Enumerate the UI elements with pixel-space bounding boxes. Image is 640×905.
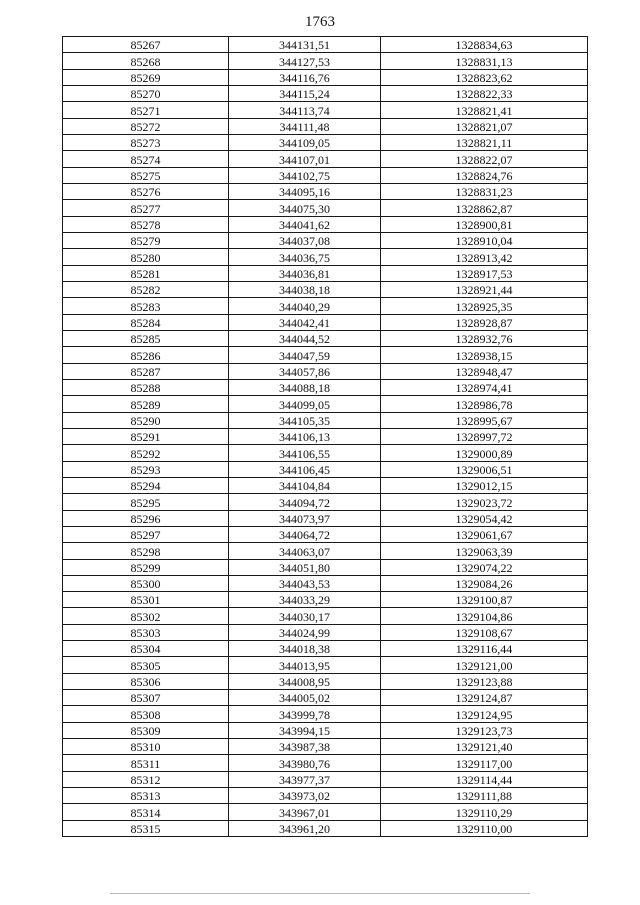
table-row bbox=[63, 396, 588, 412]
y-coordinate-cell: 1328821,11 bbox=[381, 134, 588, 150]
x-coordinate-cell: 344073,97 bbox=[229, 510, 381, 526]
y-coordinate-cell: 1329111,88 bbox=[381, 788, 588, 804]
y-coordinate-cell: 1328821,07 bbox=[381, 118, 588, 134]
table-row bbox=[63, 37, 588, 53]
point-number-cell: 85294 bbox=[63, 477, 229, 493]
x-coordinate-cell: 344033,29 bbox=[229, 592, 381, 608]
y-coordinate-cell: 1328997,72 bbox=[381, 428, 588, 444]
table-row bbox=[63, 102, 588, 118]
y-coordinate-cell: 1328831,23 bbox=[381, 183, 588, 199]
table-row bbox=[63, 575, 588, 591]
y-coordinate-cell: 1329023,72 bbox=[381, 494, 588, 510]
x-coordinate-cell: 343980,76 bbox=[229, 755, 381, 771]
point-number-cell: 85315 bbox=[63, 820, 229, 836]
point-number-cell: 85295 bbox=[63, 494, 229, 510]
table-row bbox=[63, 624, 588, 640]
point-number-cell: 85312 bbox=[63, 771, 229, 787]
point-number-cell: 85274 bbox=[63, 151, 229, 167]
x-coordinate-cell: 344063,07 bbox=[229, 543, 381, 559]
point-number-cell: 85291 bbox=[63, 428, 229, 444]
x-coordinate-cell: 344037,08 bbox=[229, 232, 381, 248]
x-coordinate-cell: 344106,13 bbox=[229, 428, 381, 444]
table-row bbox=[63, 151, 588, 167]
x-coordinate-cell: 344099,05 bbox=[229, 396, 381, 412]
y-coordinate-cell: 1329124,95 bbox=[381, 706, 588, 722]
x-coordinate-cell: 344111,48 bbox=[229, 118, 381, 134]
x-coordinate-cell: 343999,78 bbox=[229, 706, 381, 722]
y-coordinate-cell: 1328913,42 bbox=[381, 249, 588, 265]
y-coordinate-cell: 1328986,78 bbox=[381, 396, 588, 412]
x-coordinate-cell: 344094,72 bbox=[229, 494, 381, 510]
point-number-cell: 85286 bbox=[63, 347, 229, 363]
point-number-cell: 85273 bbox=[63, 134, 229, 150]
y-coordinate-cell: 1329123,73 bbox=[381, 722, 588, 738]
y-coordinate-cell: 1328824,76 bbox=[381, 167, 588, 183]
y-coordinate-cell: 1329000,89 bbox=[381, 445, 588, 461]
x-coordinate-cell: 344047,59 bbox=[229, 347, 381, 363]
x-coordinate-cell: 344042,41 bbox=[229, 314, 381, 330]
point-number-cell: 85310 bbox=[63, 739, 229, 755]
x-coordinate-cell: 344008,95 bbox=[229, 673, 381, 689]
table-row bbox=[63, 330, 588, 346]
y-coordinate-cell: 1329121,00 bbox=[381, 657, 588, 673]
x-coordinate-cell: 344104,84 bbox=[229, 477, 381, 493]
table-row bbox=[63, 134, 588, 150]
y-coordinate-cell: 1328928,87 bbox=[381, 314, 588, 330]
table-row bbox=[63, 739, 588, 755]
y-coordinate-cell: 1329110,29 bbox=[381, 804, 588, 820]
x-coordinate-cell: 344036,81 bbox=[229, 265, 381, 281]
point-number-cell: 85299 bbox=[63, 559, 229, 575]
table-row bbox=[63, 69, 588, 85]
table-row bbox=[63, 706, 588, 722]
table-row bbox=[63, 494, 588, 510]
y-coordinate-cell: 1328822,33 bbox=[381, 85, 588, 101]
y-coordinate-cell: 1329108,67 bbox=[381, 624, 588, 640]
point-number-cell: 85280 bbox=[63, 249, 229, 265]
x-coordinate-cell: 344044,52 bbox=[229, 330, 381, 346]
point-number-cell: 85298 bbox=[63, 543, 229, 559]
y-coordinate-cell: 1328823,62 bbox=[381, 69, 588, 85]
table-row bbox=[63, 232, 588, 248]
y-coordinate-cell: 1328831,13 bbox=[381, 53, 588, 69]
table-row bbox=[63, 804, 588, 820]
point-number-cell: 85272 bbox=[63, 118, 229, 134]
table-row bbox=[63, 249, 588, 265]
table-row bbox=[63, 673, 588, 689]
point-number-cell: 85278 bbox=[63, 216, 229, 232]
y-coordinate-cell: 1328862,87 bbox=[381, 200, 588, 216]
x-coordinate-cell: 344036,75 bbox=[229, 249, 381, 265]
y-coordinate-cell: 1328821,41 bbox=[381, 102, 588, 118]
table-row bbox=[63, 641, 588, 657]
table-row bbox=[63, 543, 588, 559]
x-coordinate-cell: 344013,95 bbox=[229, 657, 381, 673]
table-row bbox=[63, 592, 588, 608]
point-number-cell: 85268 bbox=[63, 53, 229, 69]
point-number-cell: 85305 bbox=[63, 657, 229, 673]
x-coordinate-cell: 344018,38 bbox=[229, 641, 381, 657]
point-number-cell: 85275 bbox=[63, 167, 229, 183]
x-coordinate-cell: 344040,29 bbox=[229, 298, 381, 314]
table-row bbox=[63, 788, 588, 804]
point-number-cell: 85314 bbox=[63, 804, 229, 820]
table-row bbox=[63, 183, 588, 199]
point-number-cell: 85277 bbox=[63, 200, 229, 216]
y-coordinate-cell: 1329124,87 bbox=[381, 690, 588, 706]
x-coordinate-cell: 344116,76 bbox=[229, 69, 381, 85]
y-coordinate-cell: 1329054,42 bbox=[381, 510, 588, 526]
x-coordinate-cell: 344106,45 bbox=[229, 461, 381, 477]
table-row bbox=[63, 428, 588, 444]
x-coordinate-cell: 344131,51 bbox=[229, 37, 381, 53]
y-coordinate-cell: 1328900,81 bbox=[381, 216, 588, 232]
x-coordinate-cell: 344057,86 bbox=[229, 363, 381, 379]
x-coordinate-cell: 344109,05 bbox=[229, 134, 381, 150]
x-coordinate-cell: 343977,37 bbox=[229, 771, 381, 787]
point-number-cell: 85304 bbox=[63, 641, 229, 657]
y-coordinate-cell: 1328910,04 bbox=[381, 232, 588, 248]
point-number-cell: 85313 bbox=[63, 788, 229, 804]
x-coordinate-cell: 344024,99 bbox=[229, 624, 381, 640]
x-coordinate-cell: 344127,53 bbox=[229, 53, 381, 69]
x-coordinate-cell: 344075,30 bbox=[229, 200, 381, 216]
y-coordinate-cell: 1329061,67 bbox=[381, 526, 588, 542]
y-coordinate-cell: 1329116,44 bbox=[381, 641, 588, 657]
y-coordinate-cell: 1329123,88 bbox=[381, 673, 588, 689]
table-row bbox=[63, 200, 588, 216]
y-coordinate-cell: 1329104,86 bbox=[381, 608, 588, 624]
y-coordinate-cell: 1329121,40 bbox=[381, 739, 588, 755]
x-coordinate-cell: 344043,53 bbox=[229, 575, 381, 591]
y-coordinate-cell: 1329110,00 bbox=[381, 820, 588, 836]
table-row bbox=[63, 771, 588, 787]
table-row bbox=[63, 608, 588, 624]
point-number-cell: 85293 bbox=[63, 461, 229, 477]
table-row bbox=[63, 379, 588, 395]
y-coordinate-cell: 1329117,00 bbox=[381, 755, 588, 771]
table-row bbox=[63, 118, 588, 134]
x-coordinate-cell: 344106,55 bbox=[229, 445, 381, 461]
table-row bbox=[63, 526, 588, 542]
point-number-cell: 85309 bbox=[63, 722, 229, 738]
table-row bbox=[63, 477, 588, 493]
table-row bbox=[63, 559, 588, 575]
point-number-cell: 85289 bbox=[63, 396, 229, 412]
table-row bbox=[63, 755, 588, 771]
x-coordinate-cell: 344041,62 bbox=[229, 216, 381, 232]
point-number-cell: 85308 bbox=[63, 706, 229, 722]
x-coordinate-cell: 343967,01 bbox=[229, 804, 381, 820]
point-number-cell: 85292 bbox=[63, 445, 229, 461]
y-coordinate-cell: 1328938,15 bbox=[381, 347, 588, 363]
y-coordinate-cell: 1328822,07 bbox=[381, 151, 588, 167]
x-coordinate-cell: 344038,18 bbox=[229, 281, 381, 297]
table-row bbox=[63, 347, 588, 363]
table-row bbox=[63, 298, 588, 314]
table-row bbox=[63, 657, 588, 673]
table-row bbox=[63, 53, 588, 69]
x-coordinate-cell: 344115,24 bbox=[229, 85, 381, 101]
y-coordinate-cell: 1328925,35 bbox=[381, 298, 588, 314]
table-row bbox=[63, 281, 588, 297]
page-number: 1763 bbox=[305, 14, 335, 30]
y-coordinate-cell: 1328974,41 bbox=[381, 379, 588, 395]
coordinates-table-body bbox=[63, 37, 588, 837]
point-number-cell: 85288 bbox=[63, 379, 229, 395]
y-coordinate-cell: 1328932,76 bbox=[381, 330, 588, 346]
point-number-cell: 85279 bbox=[63, 232, 229, 248]
point-number-cell: 85283 bbox=[63, 298, 229, 314]
point-number-cell: 85296 bbox=[63, 510, 229, 526]
y-coordinate-cell: 1329084,26 bbox=[381, 575, 588, 591]
x-coordinate-cell: 343973,02 bbox=[229, 788, 381, 804]
point-number-cell: 85303 bbox=[63, 624, 229, 640]
table-row bbox=[63, 510, 588, 526]
y-coordinate-cell: 1329100,87 bbox=[381, 592, 588, 608]
table-row bbox=[63, 445, 588, 461]
y-coordinate-cell: 1328917,53 bbox=[381, 265, 588, 281]
point-number-cell: 85307 bbox=[63, 690, 229, 706]
point-number-cell: 85271 bbox=[63, 102, 229, 118]
point-number-cell: 85306 bbox=[63, 673, 229, 689]
y-coordinate-cell: 1328948,47 bbox=[381, 363, 588, 379]
x-coordinate-cell: 343994,15 bbox=[229, 722, 381, 738]
table-row bbox=[63, 722, 588, 738]
table-row bbox=[63, 363, 588, 379]
x-coordinate-cell: 343961,20 bbox=[229, 820, 381, 836]
point-number-cell: 85311 bbox=[63, 755, 229, 771]
table-row bbox=[63, 216, 588, 232]
point-number-cell: 85267 bbox=[63, 37, 229, 53]
x-coordinate-cell: 344064,72 bbox=[229, 526, 381, 542]
table-row bbox=[63, 820, 588, 836]
point-number-cell: 85290 bbox=[63, 412, 229, 428]
x-coordinate-cell: 344105,35 bbox=[229, 412, 381, 428]
x-coordinate-cell: 344102,75 bbox=[229, 167, 381, 183]
x-coordinate-cell: 344051,80 bbox=[229, 559, 381, 575]
x-coordinate-cell: 344107,01 bbox=[229, 151, 381, 167]
table-row bbox=[63, 412, 588, 428]
y-coordinate-cell: 1329063,39 bbox=[381, 543, 588, 559]
coordinates-table bbox=[62, 36, 588, 837]
y-coordinate-cell: 1329006,51 bbox=[381, 461, 588, 477]
table-row bbox=[63, 167, 588, 183]
x-coordinate-cell: 344005,02 bbox=[229, 690, 381, 706]
table-row bbox=[63, 461, 588, 477]
bottom-divider bbox=[110, 893, 530, 894]
y-coordinate-cell: 1328921,44 bbox=[381, 281, 588, 297]
point-number-cell: 85269 bbox=[63, 69, 229, 85]
y-coordinate-cell: 1328834,63 bbox=[381, 37, 588, 53]
point-number-cell: 85284 bbox=[63, 314, 229, 330]
y-coordinate-cell: 1328995,67 bbox=[381, 412, 588, 428]
point-number-cell: 85270 bbox=[63, 85, 229, 101]
x-coordinate-cell: 344113,74 bbox=[229, 102, 381, 118]
y-coordinate-cell: 1329012,15 bbox=[381, 477, 588, 493]
point-number-cell: 85285 bbox=[63, 330, 229, 346]
x-coordinate-cell: 344095,16 bbox=[229, 183, 381, 199]
table-row bbox=[63, 85, 588, 101]
table-row bbox=[63, 314, 588, 330]
point-number-cell: 85281 bbox=[63, 265, 229, 281]
point-number-cell: 85276 bbox=[63, 183, 229, 199]
point-number-cell: 85301 bbox=[63, 592, 229, 608]
point-number-cell: 85287 bbox=[63, 363, 229, 379]
point-number-cell: 85300 bbox=[63, 575, 229, 591]
point-number-cell: 85297 bbox=[63, 526, 229, 542]
table-row bbox=[63, 265, 588, 281]
table-row bbox=[63, 690, 588, 706]
x-coordinate-cell: 343987,38 bbox=[229, 739, 381, 755]
y-coordinate-cell: 1329114,44 bbox=[381, 771, 588, 787]
x-coordinate-cell: 344088,18 bbox=[229, 379, 381, 395]
x-coordinate-cell: 344030,17 bbox=[229, 608, 381, 624]
point-number-cell: 85282 bbox=[63, 281, 229, 297]
y-coordinate-cell: 1329074,22 bbox=[381, 559, 588, 575]
point-number-cell: 85302 bbox=[63, 608, 229, 624]
